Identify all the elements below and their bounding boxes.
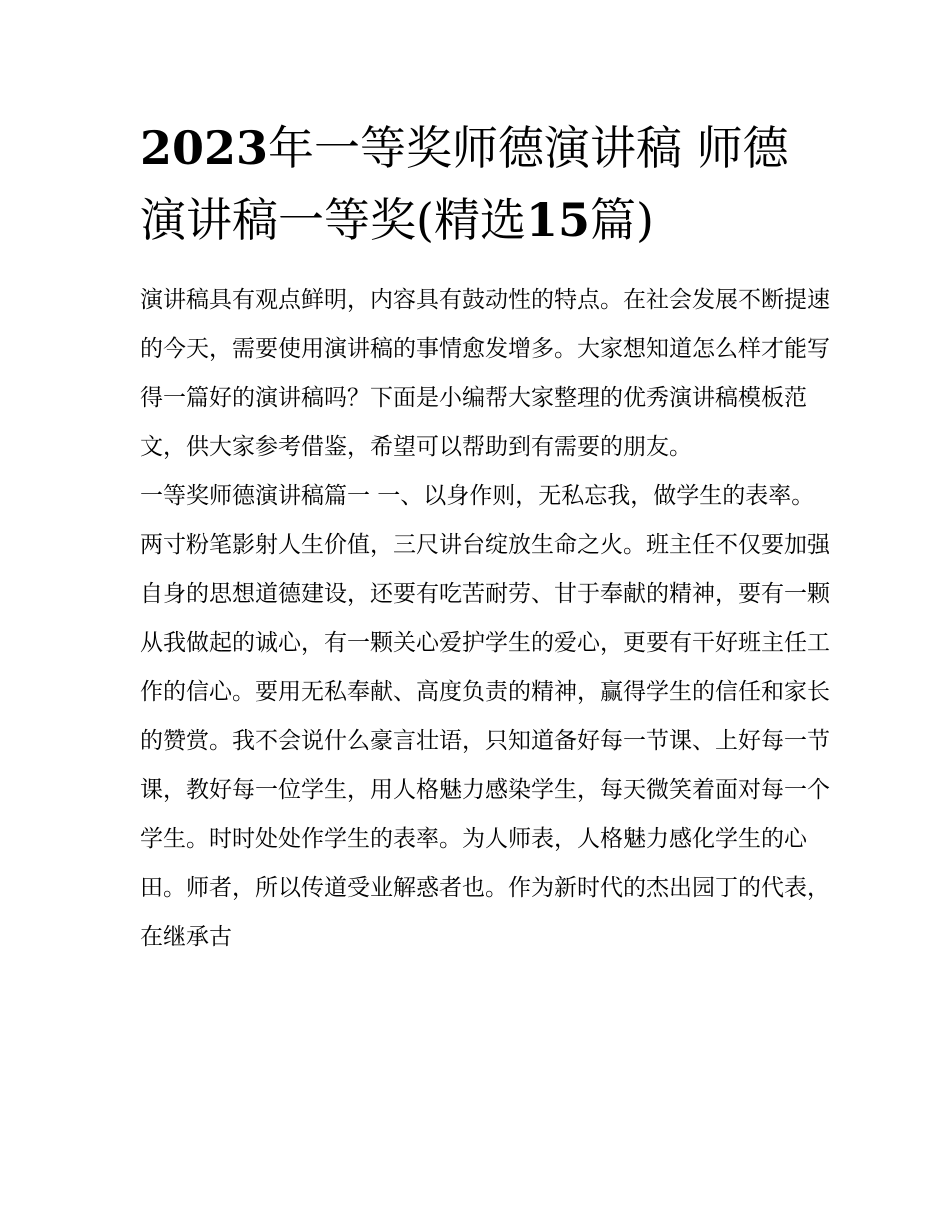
- body-paragraph: 两寸粉笔影射人生价值，三尺讲台绽放生命之火。班主任不仅要加强自身的思想道德建设，还要有吃苦耐劳、甘于奉献的精神，要有一颗从我做起的诚心，有一颗关心爱护学生的爱心，更要有干好班主任工作的信心。要用无私奉献、高度负责的精神，赢得学生的信任和家长的赞赏。我不会说什么豪言壮语，只知道备好每一节课、上好每一节课，教好每一位学生，用人格魅力感染学生，每天微笑着面对每一个学生。时时处处作学生的表率。为人师表，人格魅力感化学生的心田。师者，所以传道受业解惑者也。作为新时代的杰出园丁的代表，在继承古: [140, 532, 830, 950]
- document-title: [140, 112, 820, 256]
- title-suffix: 篇): [589, 193, 654, 247]
- document-body: [140, 276, 830, 962]
- title-count: 15: [525, 193, 590, 247]
- section-heading-paragraph: 一等奖师德演讲稿篇一 一、以身作则，无私忘我，做学生的表率。: [140, 483, 815, 509]
- title-text: 年一等奖师德演讲稿 师德演讲稿一等奖(精选: [140, 121, 789, 247]
- title-year: 2023: [140, 121, 269, 175]
- intro-paragraph: 演讲稿具有观点鲜明，内容具有鼓动性的特点。在社会发展不断提速的今天，需要使用演讲稿的事情愈发增多。大家想知道怎么样才能写得一篇好的演讲稿吗？下面是小编帮大家整理的优秀演讲稿模板范文，供大家参考借鉴，希望可以帮助到有需要的朋友。: [140, 287, 830, 460]
